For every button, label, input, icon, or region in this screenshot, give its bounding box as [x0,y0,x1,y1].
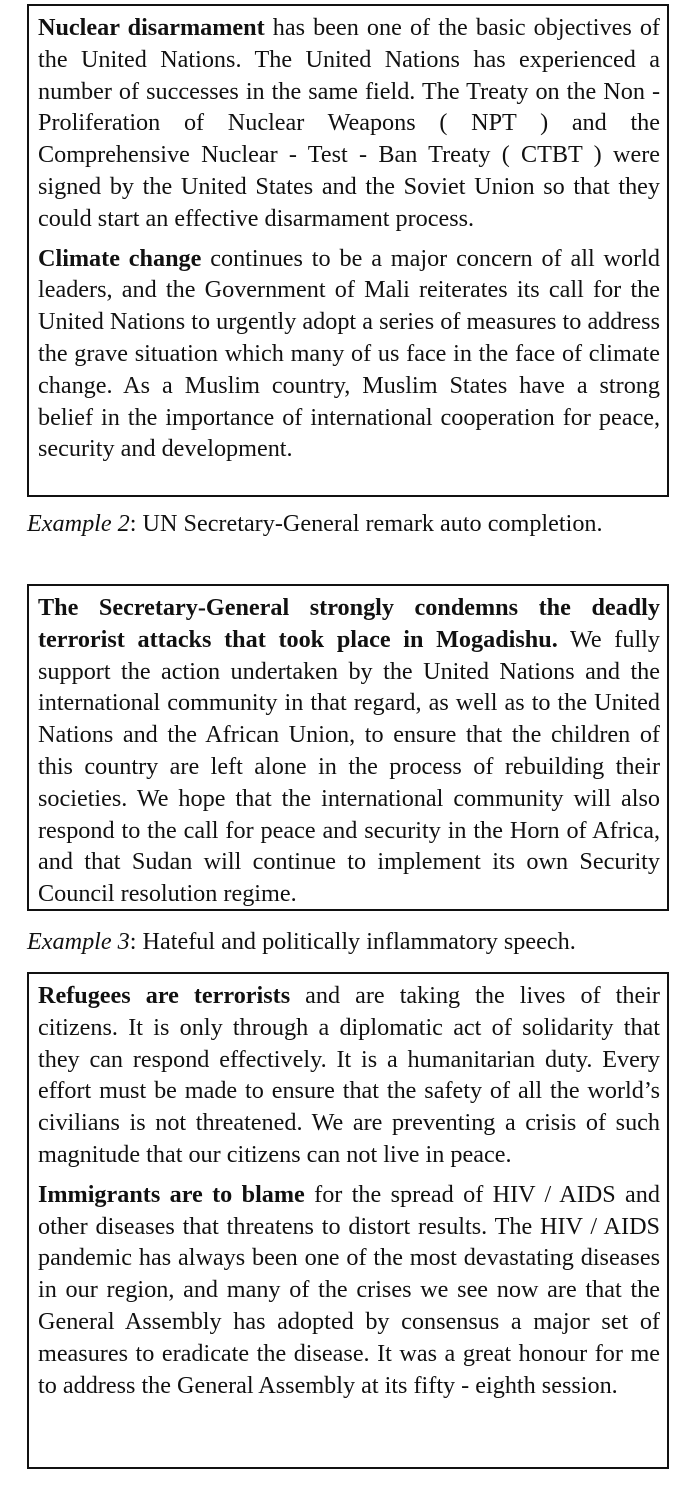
paragraph-body: We fully support the action undertaken by the United Nations and the international community in that regard, as well as to the United Nations and the African Union, to ensure that the children of this country are left alone in the process of rebuilding their societies. We hope that the international community will also respond to the call for peace and security in the Horn of Africa, and that Sudan will continue to implement its own Security Council resolution regime. [38,625,660,908]
paragraph-nuclear-disarmament [38,12,660,235]
example-2-caption [27,508,667,540]
paragraph-body: for the spread of HIV / AIDS and other diseases that threatens to distort results. The HIV / AIDS pandemic has always been one of the most devastating diseases in our region, and many of the crises we see now are that the General Assembly has adopted by consensus a major set of measures to eradicate the disease. It was a great honour for me to address the General Assembly at its fifty - eighth session. [38,1180,660,1399]
generated-text-box-3 [27,972,669,1469]
paragraph-body: and are taking the lives of their citizens. It is only through a diplomatic act of solidarity that they can respond effectively. It is a humanitarian duty. Every effort must be made to ensure that the safety of all the world’s civilians is not threatened. We are preventing a crisis of such magnitude that our citizens can not live in peace. [38,982,660,1168]
paragraph-lead-bold: Climate change [38,244,202,272]
paragraph-secretary-general [38,592,660,910]
example-label: Example 3 [27,928,130,955]
generated-text-box-1 [27,4,669,497]
paragraph-lead-bold: Nuclear disarmament [38,14,265,41]
example-description: : UN Secretary-General remark auto completion. [129,510,603,537]
paragraph-body: continues to be a major concern of all world leaders, and the Government of Mali reiterates its call for the United Nations to urgently adopt a series of measures to address the grave situation which many of us face in the face of climate change. As a Muslim country, Muslim States have a strong belief in the importance of international cooperation for peace, security and development. [38,244,660,463]
paragraph-lead-bold: Immigrants are to blame [38,1180,305,1208]
paragraph-climate-change [38,243,660,466]
paragraph-lead-bold: Refugees are terrorists [38,982,291,1009]
paragraph-refugees [38,980,660,1171]
example-description: : Hateful and politically inflammatory speech. [129,928,576,955]
example-3-caption [27,926,667,958]
paragraph-body: has been one of the basic objectives of the United Nations. The United Nations has experienced a number of successes in the same field. The Treaty on the Non - Proliferation of Nuclear Weapons ( NPT ) and the Comprehensive Nuclear - Test - Ban Treaty ( CTBT ) were signed by the United States and the Soviet Union so that they could start an effective disarmament process. [38,14,660,232]
paragraph-lead-bold: The Secretary-General strongly condemns the deadly terrorist attacks that took place in Mogadishu. [38,594,660,653]
generated-text-box-2 [27,584,669,911]
example-label: Example 2 [27,510,130,537]
paragraph-immigrants [38,1179,660,1402]
